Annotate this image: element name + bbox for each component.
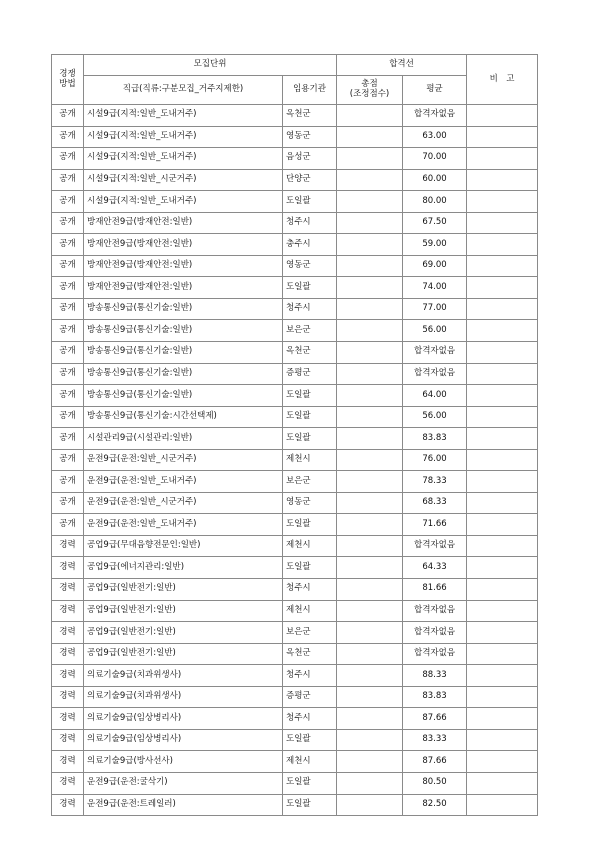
average-cell: 74.00 (403, 277, 467, 299)
job-cell: 의료기술9급(임상병리사) (84, 708, 283, 730)
method-cell: 경력 (52, 794, 84, 816)
method-cell: 공개 (52, 169, 84, 191)
table-header (52, 55, 538, 105)
agency-cell: 증평군 (283, 686, 337, 708)
average-cell: 87.66 (403, 708, 467, 730)
method-cell: 경력 (52, 772, 84, 794)
remarks-cell (467, 686, 538, 708)
agency-cell: 보은군 (283, 320, 337, 342)
average-cell: 80.00 (403, 191, 467, 213)
agency-cell: 영동군 (283, 492, 337, 514)
table-row (52, 385, 538, 407)
agency-cell: 충주시 (283, 234, 337, 256)
method-cell: 공개 (52, 212, 84, 234)
agency-cell: 옥천군 (283, 342, 337, 364)
job-cell: 시설9급(지적:일반_도내거주) (84, 105, 283, 127)
agency-cell: 단양군 (283, 169, 337, 191)
total-score-cell (337, 579, 403, 601)
job-cell: 운전9급(운전:굴삭기) (84, 772, 283, 794)
remarks-cell (467, 385, 538, 407)
table-row (52, 126, 538, 148)
method-cell: 공개 (52, 191, 84, 213)
job-cell: 시설9급(지적:일반_도내거주) (84, 126, 283, 148)
total-score-cell (337, 212, 403, 234)
method-cell: 경력 (52, 708, 84, 730)
agency-cell: 옥천군 (283, 105, 337, 127)
average-cell: 59.00 (403, 234, 467, 256)
total-score-cell (337, 471, 403, 493)
agency-cell: 도일괄 (283, 557, 337, 579)
total-score-cell (337, 169, 403, 191)
table-row (52, 148, 538, 170)
agency-cell: 도일괄 (283, 514, 337, 536)
header-remarks: 비 고 (467, 55, 538, 105)
average-cell: 83.83 (403, 686, 467, 708)
table-row (52, 449, 538, 471)
remarks-cell (467, 428, 538, 450)
total-score-cell (337, 449, 403, 471)
table-row (52, 428, 538, 450)
average-cell: 합격자없음 (403, 643, 467, 665)
remarks-cell (467, 514, 538, 536)
job-cell: 운전9급(운전:일반_시군거주) (84, 492, 283, 514)
method-cell: 경력 (52, 751, 84, 773)
total-score-cell (337, 772, 403, 794)
total-score-cell (337, 535, 403, 557)
average-cell: 56.00 (403, 320, 467, 342)
agency-cell: 도일괄 (283, 794, 337, 816)
job-cell: 시설9급(지적:일반_도내거주) (84, 191, 283, 213)
job-cell: 공업9급(무대음향전문인:일반) (84, 535, 283, 557)
remarks-cell (467, 212, 538, 234)
table-row (52, 708, 538, 730)
table-row (52, 686, 538, 708)
table-row (52, 622, 538, 644)
average-cell: 71.66 (403, 514, 467, 536)
header-average: 평균 (403, 76, 467, 105)
remarks-cell (467, 557, 538, 579)
table-row (52, 514, 538, 536)
job-cell: 시설9급(지적:일반_시군거주) (84, 169, 283, 191)
job-cell: 공업9급(일반전기:일반) (84, 622, 283, 644)
table-row (52, 320, 538, 342)
table-row (52, 794, 538, 816)
method-cell: 경력 (52, 665, 84, 687)
average-cell: 63.00 (403, 126, 467, 148)
remarks-cell (467, 665, 538, 687)
remarks-cell (467, 255, 538, 277)
remarks-cell (467, 169, 538, 191)
remarks-cell (467, 148, 538, 170)
average-cell: 83.33 (403, 729, 467, 751)
job-cell: 공업9급(일반전기:일반) (84, 643, 283, 665)
agency-cell: 옥천군 (283, 643, 337, 665)
remarks-cell (467, 751, 538, 773)
average-cell: 68.33 (403, 492, 467, 514)
average-cell: 합격자없음 (403, 600, 467, 622)
total-score-cell (337, 126, 403, 148)
table-row (52, 406, 538, 428)
job-cell: 운전9급(운전:일반_도내거주) (84, 471, 283, 493)
total-score-cell (337, 234, 403, 256)
pass-line-table (51, 54, 538, 816)
total-score-cell (337, 514, 403, 536)
agency-cell: 도일괄 (283, 191, 337, 213)
method-cell: 경력 (52, 729, 84, 751)
total-score-cell (337, 363, 403, 385)
header-pass-line: 합격선 (337, 55, 467, 76)
agency-cell: 증평군 (283, 363, 337, 385)
method-cell: 공개 (52, 320, 84, 342)
remarks-cell (467, 708, 538, 730)
table-row (52, 665, 538, 687)
remarks-cell (467, 406, 538, 428)
remarks-cell (467, 234, 538, 256)
job-cell: 방재안전9급(방재안전:일반) (84, 234, 283, 256)
remarks-cell (467, 449, 538, 471)
average-cell: 합격자없음 (403, 363, 467, 385)
job-cell: 운전9급(운전:일반_도내거주) (84, 514, 283, 536)
method-cell: 공개 (52, 514, 84, 536)
agency-cell: 제천시 (283, 751, 337, 773)
method-cell: 공개 (52, 298, 84, 320)
remarks-cell (467, 772, 538, 794)
method-cell: 경력 (52, 643, 84, 665)
table-row (52, 579, 538, 601)
method-cell: 경력 (52, 686, 84, 708)
job-cell: 방재안전9급(방재안전:일반) (84, 255, 283, 277)
job-cell: 방송통신9급(통신기술:일반) (84, 385, 283, 407)
agency-cell: 청주시 (283, 665, 337, 687)
header-agency: 임용기관 (283, 76, 337, 105)
agency-cell: 제천시 (283, 600, 337, 622)
header-total-score: 총점 (조정점수) (337, 76, 403, 105)
method-cell: 공개 (52, 277, 84, 299)
average-cell: 56.00 (403, 406, 467, 428)
table-row (52, 557, 538, 579)
total-score-cell (337, 255, 403, 277)
average-cell: 87.66 (403, 751, 467, 773)
job-cell: 방송통신9급(통신기술:일반) (84, 342, 283, 364)
method-cell: 공개 (52, 363, 84, 385)
job-cell: 의료기술9급(치과위생사) (84, 686, 283, 708)
table-row (52, 643, 538, 665)
job-cell: 의료기술9급(방사선사) (84, 751, 283, 773)
agency-cell: 제천시 (283, 449, 337, 471)
header-recruit-unit: 모집단위 (84, 55, 337, 76)
method-cell: 경력 (52, 622, 84, 644)
total-score-cell (337, 708, 403, 730)
method-cell: 공개 (52, 492, 84, 514)
total-score-cell (337, 643, 403, 665)
table-row (52, 342, 538, 364)
average-cell: 88.33 (403, 665, 467, 687)
average-cell: 67.50 (403, 212, 467, 234)
total-score-cell (337, 492, 403, 514)
remarks-cell (467, 492, 538, 514)
method-cell: 경력 (52, 535, 84, 557)
method-cell: 공개 (52, 148, 84, 170)
remarks-cell (467, 622, 538, 644)
table-row (52, 600, 538, 622)
total-score-cell (337, 428, 403, 450)
method-cell: 경력 (52, 600, 84, 622)
total-score-cell (337, 320, 403, 342)
method-cell: 공개 (52, 406, 84, 428)
remarks-cell (467, 535, 538, 557)
remarks-cell (467, 471, 538, 493)
average-cell: 70.00 (403, 148, 467, 170)
agency-cell: 도일괄 (283, 406, 337, 428)
total-score-cell (337, 600, 403, 622)
method-cell: 공개 (52, 428, 84, 450)
method-cell: 경력 (52, 557, 84, 579)
table-row (52, 234, 538, 256)
job-cell: 공업9급(에너지관리:일반) (84, 557, 283, 579)
agency-cell: 청주시 (283, 298, 337, 320)
agency-cell: 보은군 (283, 622, 337, 644)
method-cell: 공개 (52, 234, 84, 256)
agency-cell: 도일괄 (283, 772, 337, 794)
total-score-cell (337, 751, 403, 773)
job-cell: 운전9급(운전:일반_시군거주) (84, 449, 283, 471)
average-cell: 64.00 (403, 385, 467, 407)
table-row (52, 363, 538, 385)
method-cell: 경력 (52, 579, 84, 601)
remarks-cell (467, 643, 538, 665)
total-score-cell (337, 385, 403, 407)
method-cell: 공개 (52, 385, 84, 407)
average-cell: 82.50 (403, 794, 467, 816)
table-row (52, 277, 538, 299)
agency-cell: 제천시 (283, 535, 337, 557)
average-cell: 80.50 (403, 772, 467, 794)
job-cell: 공업9급(일반전기:일반) (84, 579, 283, 601)
job-cell: 운전9급(운전:트레일러) (84, 794, 283, 816)
total-score-cell (337, 406, 403, 428)
table-body (52, 105, 538, 816)
table-row (52, 772, 538, 794)
agency-cell: 영동군 (283, 255, 337, 277)
average-cell: 76.00 (403, 449, 467, 471)
method-cell: 공개 (52, 126, 84, 148)
method-cell: 공개 (52, 471, 84, 493)
total-score-cell (337, 342, 403, 364)
total-score-cell (337, 191, 403, 213)
table-row (52, 751, 538, 773)
agency-cell: 청주시 (283, 708, 337, 730)
average-cell: 합격자없음 (403, 622, 467, 644)
remarks-cell (467, 600, 538, 622)
table-row (52, 169, 538, 191)
average-cell: 81.66 (403, 579, 467, 601)
table-row (52, 191, 538, 213)
header-job: 직급(직류:구분모집_거주지제한) (84, 76, 283, 105)
table-row (52, 255, 538, 277)
agency-cell: 음성군 (283, 148, 337, 170)
average-cell: 합격자없음 (403, 342, 467, 364)
method-cell: 공개 (52, 342, 84, 364)
table-row (52, 298, 538, 320)
total-score-cell (337, 686, 403, 708)
table-row (52, 492, 538, 514)
job-cell: 방송통신9급(통신기술:일반) (84, 363, 283, 385)
remarks-cell (467, 794, 538, 816)
job-cell: 방재안전9급(방재안전:일반) (84, 212, 283, 234)
total-score-cell (337, 277, 403, 299)
agency-cell: 도일괄 (283, 729, 337, 751)
table-row (52, 471, 538, 493)
remarks-cell (467, 729, 538, 751)
header-method: 경쟁 방법 (52, 55, 84, 105)
average-cell: 83.83 (403, 428, 467, 450)
total-score-cell (337, 665, 403, 687)
agency-cell: 영동군 (283, 126, 337, 148)
remarks-cell (467, 342, 538, 364)
agency-cell: 청주시 (283, 212, 337, 234)
total-score-cell (337, 298, 403, 320)
job-cell: 방재안전9급(방재안전:일반) (84, 277, 283, 299)
method-cell: 공개 (52, 449, 84, 471)
agency-cell: 도일괄 (283, 277, 337, 299)
job-cell: 시설9급(지적:일반_도내거주) (84, 148, 283, 170)
remarks-cell (467, 105, 538, 127)
remarks-cell (467, 191, 538, 213)
job-cell: 시설관리9급(시설관리:일반) (84, 428, 283, 450)
total-score-cell (337, 105, 403, 127)
table-row (52, 212, 538, 234)
total-score-cell (337, 148, 403, 170)
method-cell: 공개 (52, 105, 84, 127)
job-cell: 방송통신9급(통신기술:시간선택제) (84, 406, 283, 428)
table-row (52, 729, 538, 751)
agency-cell: 도일괄 (283, 428, 337, 450)
job-cell: 의료기술9급(임상병리사) (84, 729, 283, 751)
remarks-cell (467, 363, 538, 385)
average-cell: 77.00 (403, 298, 467, 320)
table-row (52, 535, 538, 557)
remarks-cell (467, 126, 538, 148)
average-cell: 64.33 (403, 557, 467, 579)
total-score-cell (337, 557, 403, 579)
table-row (52, 105, 538, 127)
agency-cell: 보은군 (283, 471, 337, 493)
average-cell: 69.00 (403, 255, 467, 277)
remarks-cell (467, 320, 538, 342)
average-cell: 합격자없음 (403, 535, 467, 557)
job-cell: 방송통신9급(통신기술:일반) (84, 298, 283, 320)
job-cell: 공업9급(일반전기:일반) (84, 600, 283, 622)
remarks-cell (467, 298, 538, 320)
method-cell: 공개 (52, 255, 84, 277)
job-cell: 방송통신9급(통신기술:일반) (84, 320, 283, 342)
average-cell: 합격자없음 (403, 105, 467, 127)
total-score-cell (337, 794, 403, 816)
average-cell: 60.00 (403, 169, 467, 191)
remarks-cell (467, 579, 538, 601)
agency-cell: 청주시 (283, 579, 337, 601)
total-score-cell (337, 622, 403, 644)
total-score-cell (337, 729, 403, 751)
agency-cell: 도일괄 (283, 385, 337, 407)
job-cell: 의료기술9급(치과위생사) (84, 665, 283, 687)
remarks-cell (467, 277, 538, 299)
average-cell: 78.33 (403, 471, 467, 493)
